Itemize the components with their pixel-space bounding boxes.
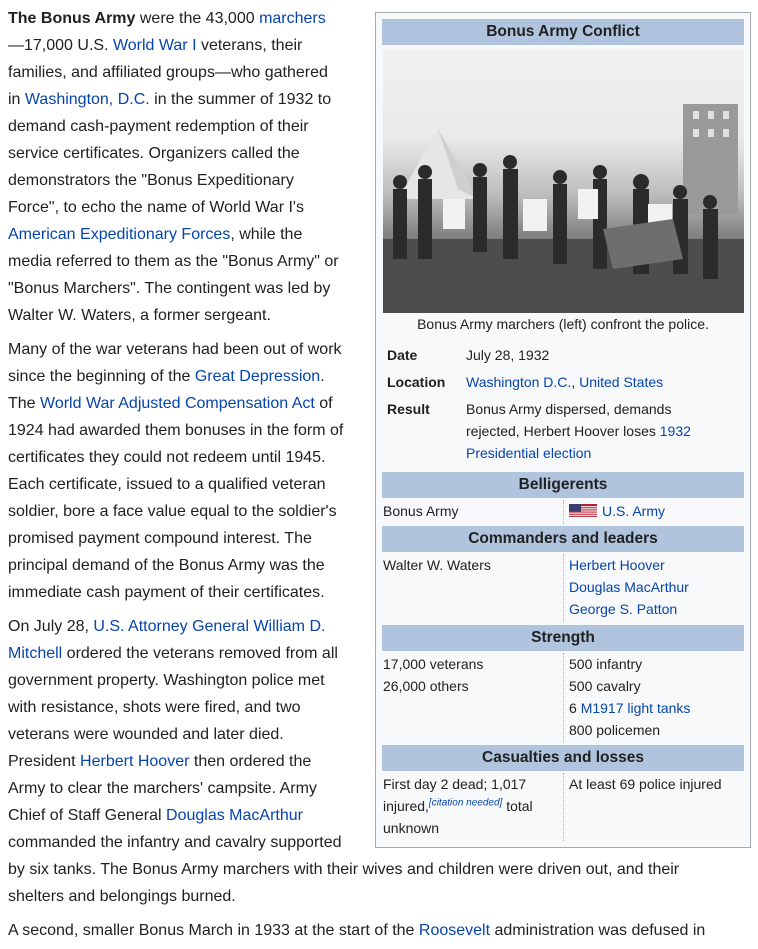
link-washington-dc[interactable]: Washington, D.C. bbox=[24, 91, 150, 108]
date-label: Date bbox=[387, 347, 418, 363]
location-label: Location bbox=[387, 374, 446, 390]
link-douglas-macarthur[interactable]: Douglas MacArthur bbox=[166, 807, 303, 824]
column-divider bbox=[563, 773, 565, 841]
strength-right: 500 infantry 500 cavalry 6 M1917 light tanks 800 policemen bbox=[569, 656, 691, 738]
link-great-depression[interactable]: Great Depression bbox=[194, 368, 321, 385]
commander-right bbox=[569, 554, 749, 620]
paragraph-background: Many of the war veterans had been out of work since the beginning of the Great Depression. The World War Adjusted Compensation Act of 1924 had awarded them bonuses in the form of certificates they could not redeem until 1945. Each certificate, issued to a qualified veteran soldier, bore a face value equal to the soldier's promised payment compound interest. The principal demand of the Bonus Army was the immediate cash payment of their certificates. bbox=[8, 341, 344, 601]
link-compensation-act[interactable]: World War Adjusted Compensation Act bbox=[40, 395, 315, 412]
link-commander-patton[interactable]: George S. Patton bbox=[569, 601, 678, 617]
result-label: Result bbox=[387, 401, 430, 417]
us-flag-icon bbox=[569, 502, 597, 524]
link-commander-macarthur[interactable]: Douglas MacArthur bbox=[569, 579, 689, 595]
link-location-united-states[interactable]: United States bbox=[579, 374, 664, 390]
casualties-left: First day 2 dead; 1,017 injured,[citation needed] total unknown bbox=[383, 776, 533, 836]
result-value: Bonus Army dispersed, demands rejected, Herbert Hoover loses 1932 Presidential election bbox=[466, 401, 691, 461]
link-roosevelt[interactable]: Roosevelt bbox=[418, 922, 491, 939]
link-mitchell[interactable]: Mitchell bbox=[8, 645, 63, 662]
location-value: Washington D.C., United States bbox=[466, 374, 664, 390]
strength-heading: Strength bbox=[382, 625, 744, 651]
link-us-army[interactable]: U.S. Army bbox=[602, 503, 666, 519]
belligerent-left: Bonus Army bbox=[383, 503, 459, 519]
belligerent-right bbox=[569, 500, 749, 524]
photo-caption: Bonus Army marchers (left) confront the police. bbox=[417, 316, 709, 332]
column-divider bbox=[563, 554, 565, 622]
link-attorney-general[interactable]: U.S. Attorney General William D. bbox=[93, 618, 326, 635]
link-presidential-election[interactable]: Presidential election bbox=[466, 445, 592, 461]
link-m1917-tanks[interactable]: M1917 light tanks bbox=[580, 700, 691, 716]
link-american-expeditionary-forces[interactable]: American Expeditionary Forces bbox=[8, 226, 231, 243]
date-value: July 28, 1932 bbox=[466, 347, 550, 363]
casualties-heading: Casualties and losses bbox=[382, 745, 744, 771]
link-world-war-i[interactable]: World War I bbox=[112, 37, 197, 54]
link-1932[interactable]: 1932 bbox=[659, 423, 691, 439]
article-subject: The Bonus Army bbox=[8, 10, 136, 27]
link-marchers[interactable]: marchers bbox=[259, 10, 326, 27]
column-divider bbox=[563, 500, 565, 524]
belligerents-heading: Belligerents bbox=[382, 472, 744, 498]
infobox bbox=[375, 12, 751, 848]
link-commander-hoover[interactable]: Herbert Hoover bbox=[569, 557, 665, 573]
column-divider bbox=[563, 653, 565, 743]
photo-illustration bbox=[383, 49, 744, 313]
link-location-washington[interactable]: Washington D.C. bbox=[466, 374, 572, 390]
strength-left: 17,000 veterans 26,000 others bbox=[383, 656, 484, 694]
paragraph-events: On July 28, U.S. Attorney General William D. Mitchell ordered the veterans removed from all government property. Washington police met with resistance, shots were fired, and two veterans were wounded and later died. President Herbert Hoover then ordered the Army to clear the marchers' campsite. Army Chief of Staff General Douglas MacArthur commanded the infantry and cavalry supported by six tanks. The Bonus Army marchers with their wives and children were driven out, and their shelters and belongings burned. bbox=[8, 618, 680, 905]
paragraph-intro: The Bonus Army were the 43,000 marchers —17,000 U.S. World War I veterans, their families, and affiliated groups—who gathered in Washington, D.C. in the summer of 1932 to demand cash-payment redemption of their service certificates. Organizers called the demonstrators the "Bonus Expeditionary Force", to echo the name of World War I's American Expeditionary Forces, while the media referred to them as the "Bonus Army" or "Bonus Marchers". The contingent was led by Walter W. Waters, a former sergeant. bbox=[8, 10, 339, 324]
paragraph-second-march: A second, smaller Bonus March in 1933 at the start of the Roosevelt administration was defused in bbox=[8, 922, 706, 939]
citation-needed-link[interactable]: [citation needed] bbox=[428, 797, 503, 809]
commander-left: Walter W. Waters bbox=[383, 557, 491, 573]
link-herbert-hoover[interactable]: Herbert Hoover bbox=[80, 753, 190, 770]
infobox-photo[interactable] bbox=[383, 49, 744, 313]
casualties-right: At least 69 police injured bbox=[569, 776, 722, 792]
infobox-title: Bonus Army Conflict bbox=[382, 19, 744, 45]
commanders-heading: Commanders and leaders bbox=[382, 526, 744, 552]
